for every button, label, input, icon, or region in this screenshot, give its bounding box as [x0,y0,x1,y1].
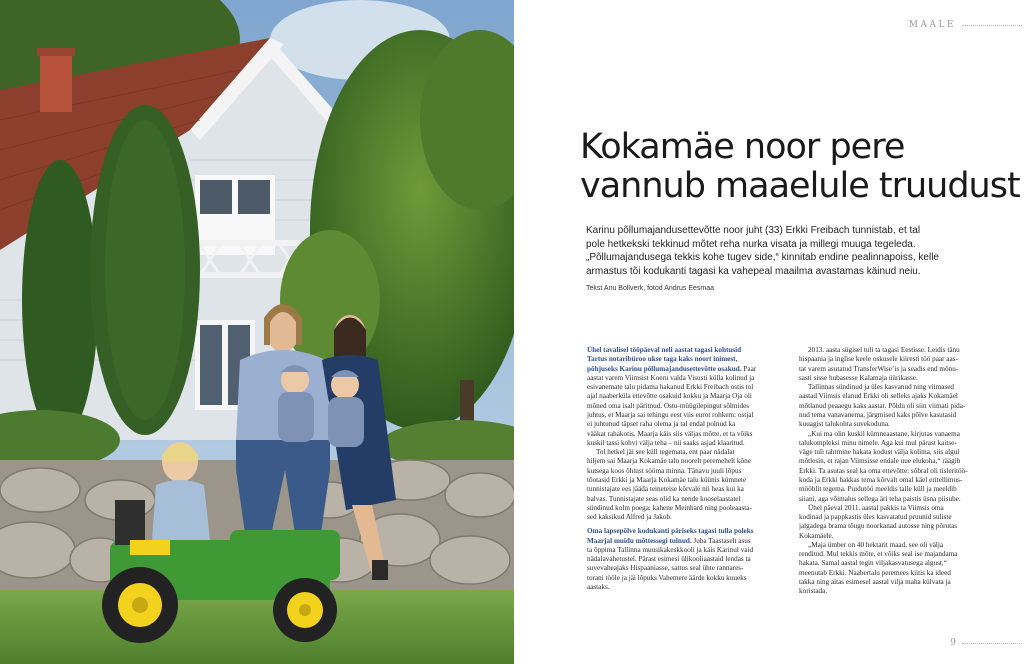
body-line: mööblit tegema. Puidutöö meeldis talle küll ja meeldib [799,485,957,494]
body-line [587,537,783,546]
body-line: kuskil tassi kohvi välja teha – nii saaks asjad klaaritud. [587,438,745,447]
subhead-text: Tartus notaribüroo ukse taga kaks noort inimest, [587,355,738,364]
title-line: vannub maaelule truudust [580,166,1020,206]
lead-line: pole hetkekski tekkinud mõtet reha nurka visata ja millegi muuga tegeleda. [586,238,916,250]
subhead-text: Ühel tavalisel tööpäeval neli aastat tagasi kohtusid [587,346,742,354]
page-number-footer [950,638,1022,648]
body-line: väge tuli tahtmine hakata kodust välja kolima, siis algul [799,448,960,457]
body-text: Juba Taastaselt asus [691,536,751,545]
body-line: Erkki. Ta asutas seal ka oma ettevõtte: sõbral oli tisleritöö- [799,466,968,475]
body-line: aastaks. [587,583,610,592]
body-line: kuuagist talukohta suvekoduna. [799,420,890,429]
body-line: jalgadega brama tõugu noorkanad autosse ning põrutas [799,522,958,531]
footer-rule [962,643,1022,644]
body-line: „Maja ümber on 40 hektarit maad, see oli välja [808,540,944,549]
body-line: talukompleksi minu nimele. Aga kui mul pärast kaitse- [799,438,957,447]
lead-line: armastus tõi kodukanti tagasi ka vahepeal maailma avastamas käinud neiu. [586,265,921,277]
body-line: mõtlanud peaaegu kaks aastat. Põldu oli siin viimati pida- [799,401,966,410]
body-line: Ühel päeval 2011. aastal pakkis ta Viimsis oma [808,503,944,512]
body-line: 2013. aasta sügisel tuli ta tagasi Eestisse. Leidis tänu [808,346,960,354]
body-line: „Kui ma olin kuskil kümneaastane, kirjutas vanaema [808,429,960,438]
article-page [514,0,1030,664]
body-line: sed kaksikud Alfred ja Jakob. [587,513,672,522]
body-line: sündinud kolm poega: kahene Meinhard ning pooleaasta- [587,503,752,512]
body-line: mõtlesin, et rajan Viimsisse endale uue elukoha,“ räägib [799,457,961,466]
body-line: tunnistajate ees jääda teineteise kõrvale nii heas kui ka [587,485,744,494]
section-rule [962,25,1022,26]
body-line: nädalavahetustel. Pärast esimesi ülikooliaastaid lendas ta [587,555,751,564]
body-line [587,355,783,364]
body-line: nud tema vanavanema, järgmised kaks põlve kasutasid [799,410,957,419]
body-line: hispaania ja inglise keele oskusele kiiresti töö paar aas- [799,355,958,364]
body-line: ajal naaberküla ettevõtte osakuid kokku ja Maarja Oja oli [587,392,752,401]
article-title [580,128,1020,206]
body-line: Kokamäele. [799,531,834,540]
body-text: Paar [741,364,757,373]
page-number: 9 [950,638,956,648]
subhead-text: põhjuseks Karinu põllumajandusettevõtte osakud. [587,364,742,373]
lead-line: „Põllumajandusega tekkis kohe tugev side,“ kinnitab endine pealinnapoiss, kelle [586,252,939,263]
body-line: tat varem asutatud TransferWise’is ja seadis end mõnu- [799,364,959,373]
body-line: suvevaheajaks Hispaaniasse, sattus seal ühte rannares- [587,564,744,573]
body-line: kutsega koos õhtust sööma minna. Tänavu juuli lõpus [587,466,742,475]
body-column-2 [799,346,995,597]
body-line: koristada. [799,587,828,596]
body-line: hakata. Samal aastal tegin viljakasvatusega algust,“ [799,559,947,568]
body-line [587,346,783,355]
body-column-1 [587,346,783,592]
body-line: renditud. Mul tekkis mõte, et võiks seal ise majandama [799,550,958,559]
body-line: aastad Viimsis elanud Erkki oli selleks ajaks Kokamäel [799,392,958,401]
body-line: takka ning aitas esimesel aastal vilja maha külvata ja [799,578,951,587]
body-line: aastat varem Viimsist Koeru valda Visusti külla kolinud ja [587,373,755,382]
body-line [587,527,783,536]
family-photo [0,0,514,664]
lead-line: Karinu põllumajandusettevõtte noor juht (33) Erkki Freibach tunnistab, et tal [586,225,921,236]
body-line: juhtus, et Maarja sai tehingu eest viis eurot rohkem: ostjal [587,410,754,419]
body-line: koda ja Erkki hakkas tema kõrvalt omal käel eritellimus- [799,475,963,484]
body-line: Tol hetkel jäi see küll tegemata, ent paar nädalat [596,448,735,457]
body-line: tõotasid Erkki ja Maarja Kokamäe talu küünis kümnete [587,475,747,484]
body-line: ta õppima Tallinna muusikakeskkooli ja käis Karinul vaid [587,545,754,554]
body-line: halvas. Tunnistajate seas olid ka nende kooselaastatel [587,494,741,503]
title-line: Kokamäe noor pere [580,127,905,167]
body-line: siiani, aga võimalus sellega äri teha paistis üsna piisube. [799,494,961,503]
section-name: MAALE [908,20,956,30]
body-line: kodinad ja pappkastis üles kasvatatud pruunid suliste [799,513,952,522]
body-line: ei juhtunud täpset raha olema ja tal endal polnud ka [587,420,736,429]
body-line: hiljem sai Maarja Kokamäe talu noorelt peremehelt kõne [587,457,751,466]
body-line: mõned oma isalt päritnud. Ostu-müügilepingut sõlmides [587,401,750,410]
section-label [909,20,1022,30]
body-line: torani tööle ja jäi lõpuks Vahemere äärde kokku kuueks [587,573,747,582]
article-lead [586,224,1006,278]
body-line: sasti sisse hubasesse Kalamaja üürikasse. [799,373,918,382]
body-line: esivanemate talu pidama hakanud Erkki Freibach ostis tol [587,383,754,392]
subhead-text: Maarjal muidu mõttessegi tulnud. [587,536,692,545]
subhead-text: Oma lapsepõlve kodukanti päriseks tagasi tulla poleks [587,527,754,536]
body-line: meenutab Erkki. Naabertalu peremees kiitis ka ideed [799,568,951,577]
body-line: vääkat rahakotis. Maarja käis siis väljas mõtte, et ta võiks [587,429,753,438]
author-credits: Tekst Anu Bollverk, fotod Andrus Eesmaa [586,285,715,292]
body-line [587,365,783,374]
body-line: Tallinnas sündinud ja üles kasvanud ning viimased [808,383,955,392]
